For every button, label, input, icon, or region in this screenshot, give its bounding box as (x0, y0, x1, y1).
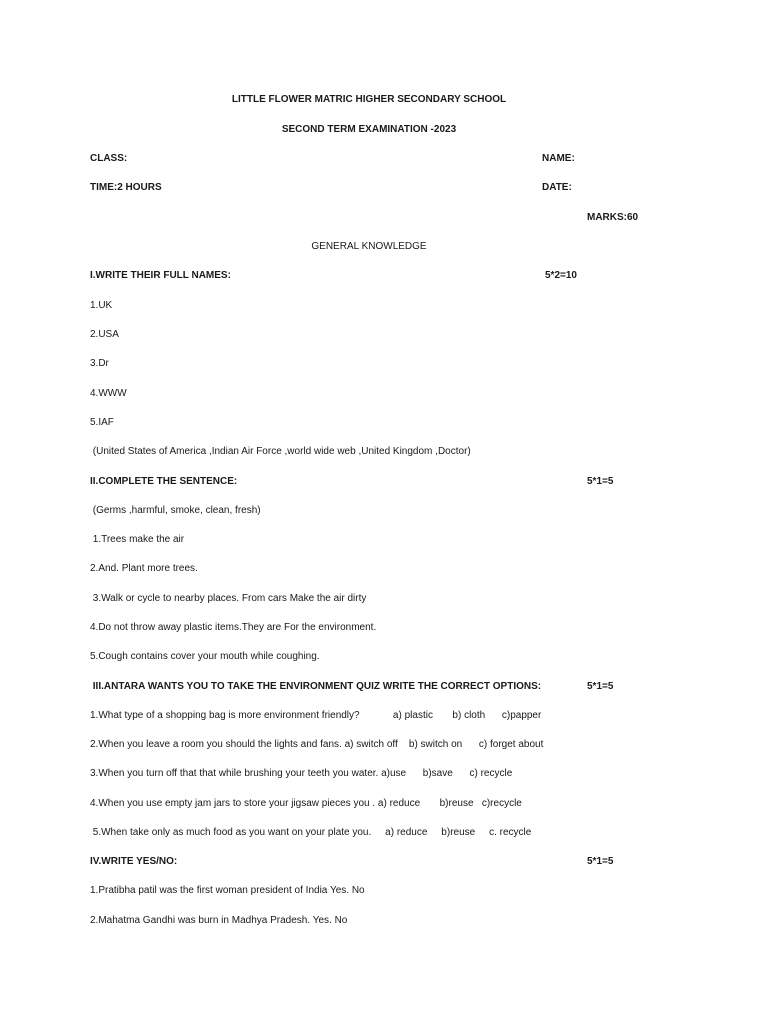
date-label: DATE: (542, 182, 572, 193)
section2-title: II.COMPLETE THE SENTENCE: (90, 476, 238, 487)
list-item: 5.When take only as much food as you want on your plate you. a) reduce b)reuse c. recycle (90, 827, 532, 838)
section2-hint: (Germs ,harmful, smoke, clean, fresh) (90, 505, 261, 516)
section1-hint: (United States of America ,Indian Air Force ,world wide web ,United Kingdom ,Doctor) (90, 446, 471, 457)
time-label: TIME:2 HOURS (90, 182, 162, 193)
marks-label: MARKS:60 (587, 212, 639, 223)
list-item: 3.Dr (90, 358, 109, 369)
section2-marks: 5*1=5 (587, 476, 614, 487)
section4-marks: 5*1=5 (587, 856, 614, 867)
class-label: CLASS: (90, 153, 128, 164)
section3-marks: 5*1=5 (587, 681, 614, 692)
list-item: 2.USA (90, 329, 119, 340)
name-label: NAME: (542, 153, 575, 164)
section1-marks: 5*2=10 (545, 270, 577, 281)
list-item: 5.IAF (90, 417, 114, 428)
list-item: 4.WWW (90, 388, 127, 399)
subject-title: GENERAL KNOWLEDGE (311, 241, 427, 252)
section1-title: I.WRITE THEIR FULL NAMES: (90, 270, 231, 281)
list-item: 1.UK (90, 300, 113, 311)
list-item: 1.What type of a shopping bag is more environment friendly? a) plastic b) cloth c)papper (90, 710, 542, 721)
exam-title: SECOND TERM EXAMINATION -2023 (281, 124, 457, 135)
list-item: 3.When you turn off that that while brushing your teeth you water. a)use b)save c) recycle (90, 768, 513, 779)
list-item: 4.When you use empty jam jars to store your jigsaw pieces you . a) reduce b)reuse c)recycle (90, 798, 522, 809)
list-item: 5.Cough contains cover your mouth while coughing. (90, 651, 320, 662)
school-name: LITTLE FLOWER MATRIC HIGHER SECONDARY SCHOOL (231, 94, 507, 105)
list-item: 2.Mahatma Gandhi was burn in Madhya Pradesh. Yes. No (90, 915, 348, 926)
list-item: 1.Pratibha patil was the first woman president of India Yes. No (90, 885, 365, 896)
list-item: 3.Walk or cycle to nearby places. From cars Make the air dirty (90, 593, 367, 604)
list-item: 4.Do not throw away plastic items.They are For the environment. (90, 622, 377, 633)
list-item: 1.Trees make the air (90, 534, 185, 545)
list-item: 2.And. Plant more trees. (90, 563, 198, 574)
section3-title: III.ANTARA WANTS YOU TO TAKE THE ENVIRONMENT QUIZ WRITE THE CORRECT OPTIONS: (90, 681, 542, 692)
list-item: 2.When you leave a room you should the lights and fans. a) switch off b) switch on c) forget about (90, 739, 544, 750)
section4-title: IV.WRITE YES/NO: (90, 856, 178, 867)
